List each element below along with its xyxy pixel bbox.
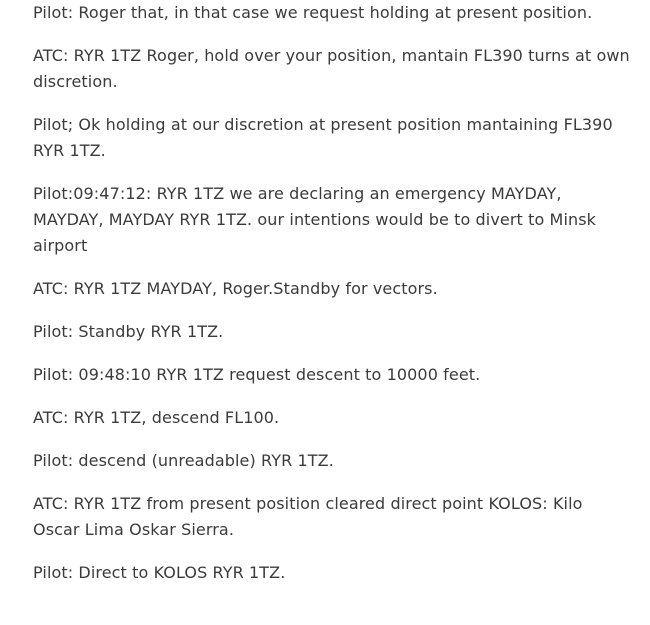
transcript-line-pilot: Pilot: Roger that, in that case we request holding at present position. (33, 3, 593, 22)
transcript-line-atc: ATC: RYR 1TZ, descend FL100. (33, 408, 280, 427)
radio-transcript (33, 0, 633, 603)
transcript-line-atc: ATC: RYR 1TZ Roger, hold over your position, mantain FL390 turns at own discretion. (33, 46, 630, 91)
transcript-line-pilot: Pilot: Direct to KOLOS RYR 1TZ. (33, 563, 286, 582)
transcript-line-pilot: Pilot:09:47:12: RYR 1TZ we are declaring an emergency MAYDAY, MAYDAY, MAYDAY RYR 1TZ. our intentions would be to divert to Minsk airport (33, 184, 597, 255)
transcript-line-pilot: Pilot: Standby RYR 1TZ. (33, 322, 224, 341)
transcript-line-atc: ATC: RYR 1TZ from present position cleared direct point KOLOS: Kilo Oscar Lima Oskar Sierra. (33, 494, 583, 539)
transcript-line-pilot: Pilot; Ok holding at our discretion at present position mantaining FL390 RYR 1TZ. (33, 115, 613, 160)
transcript-line-pilot: Pilot: descend (unreadable) RYR 1TZ. (33, 451, 334, 470)
transcript-line-pilot: Pilot: 09:48:10 RYR 1TZ request descent to 10000 feet. (33, 365, 481, 384)
transcript-line-atc: ATC: RYR 1TZ MAYDAY, Roger.Standby for vectors. (33, 279, 438, 298)
